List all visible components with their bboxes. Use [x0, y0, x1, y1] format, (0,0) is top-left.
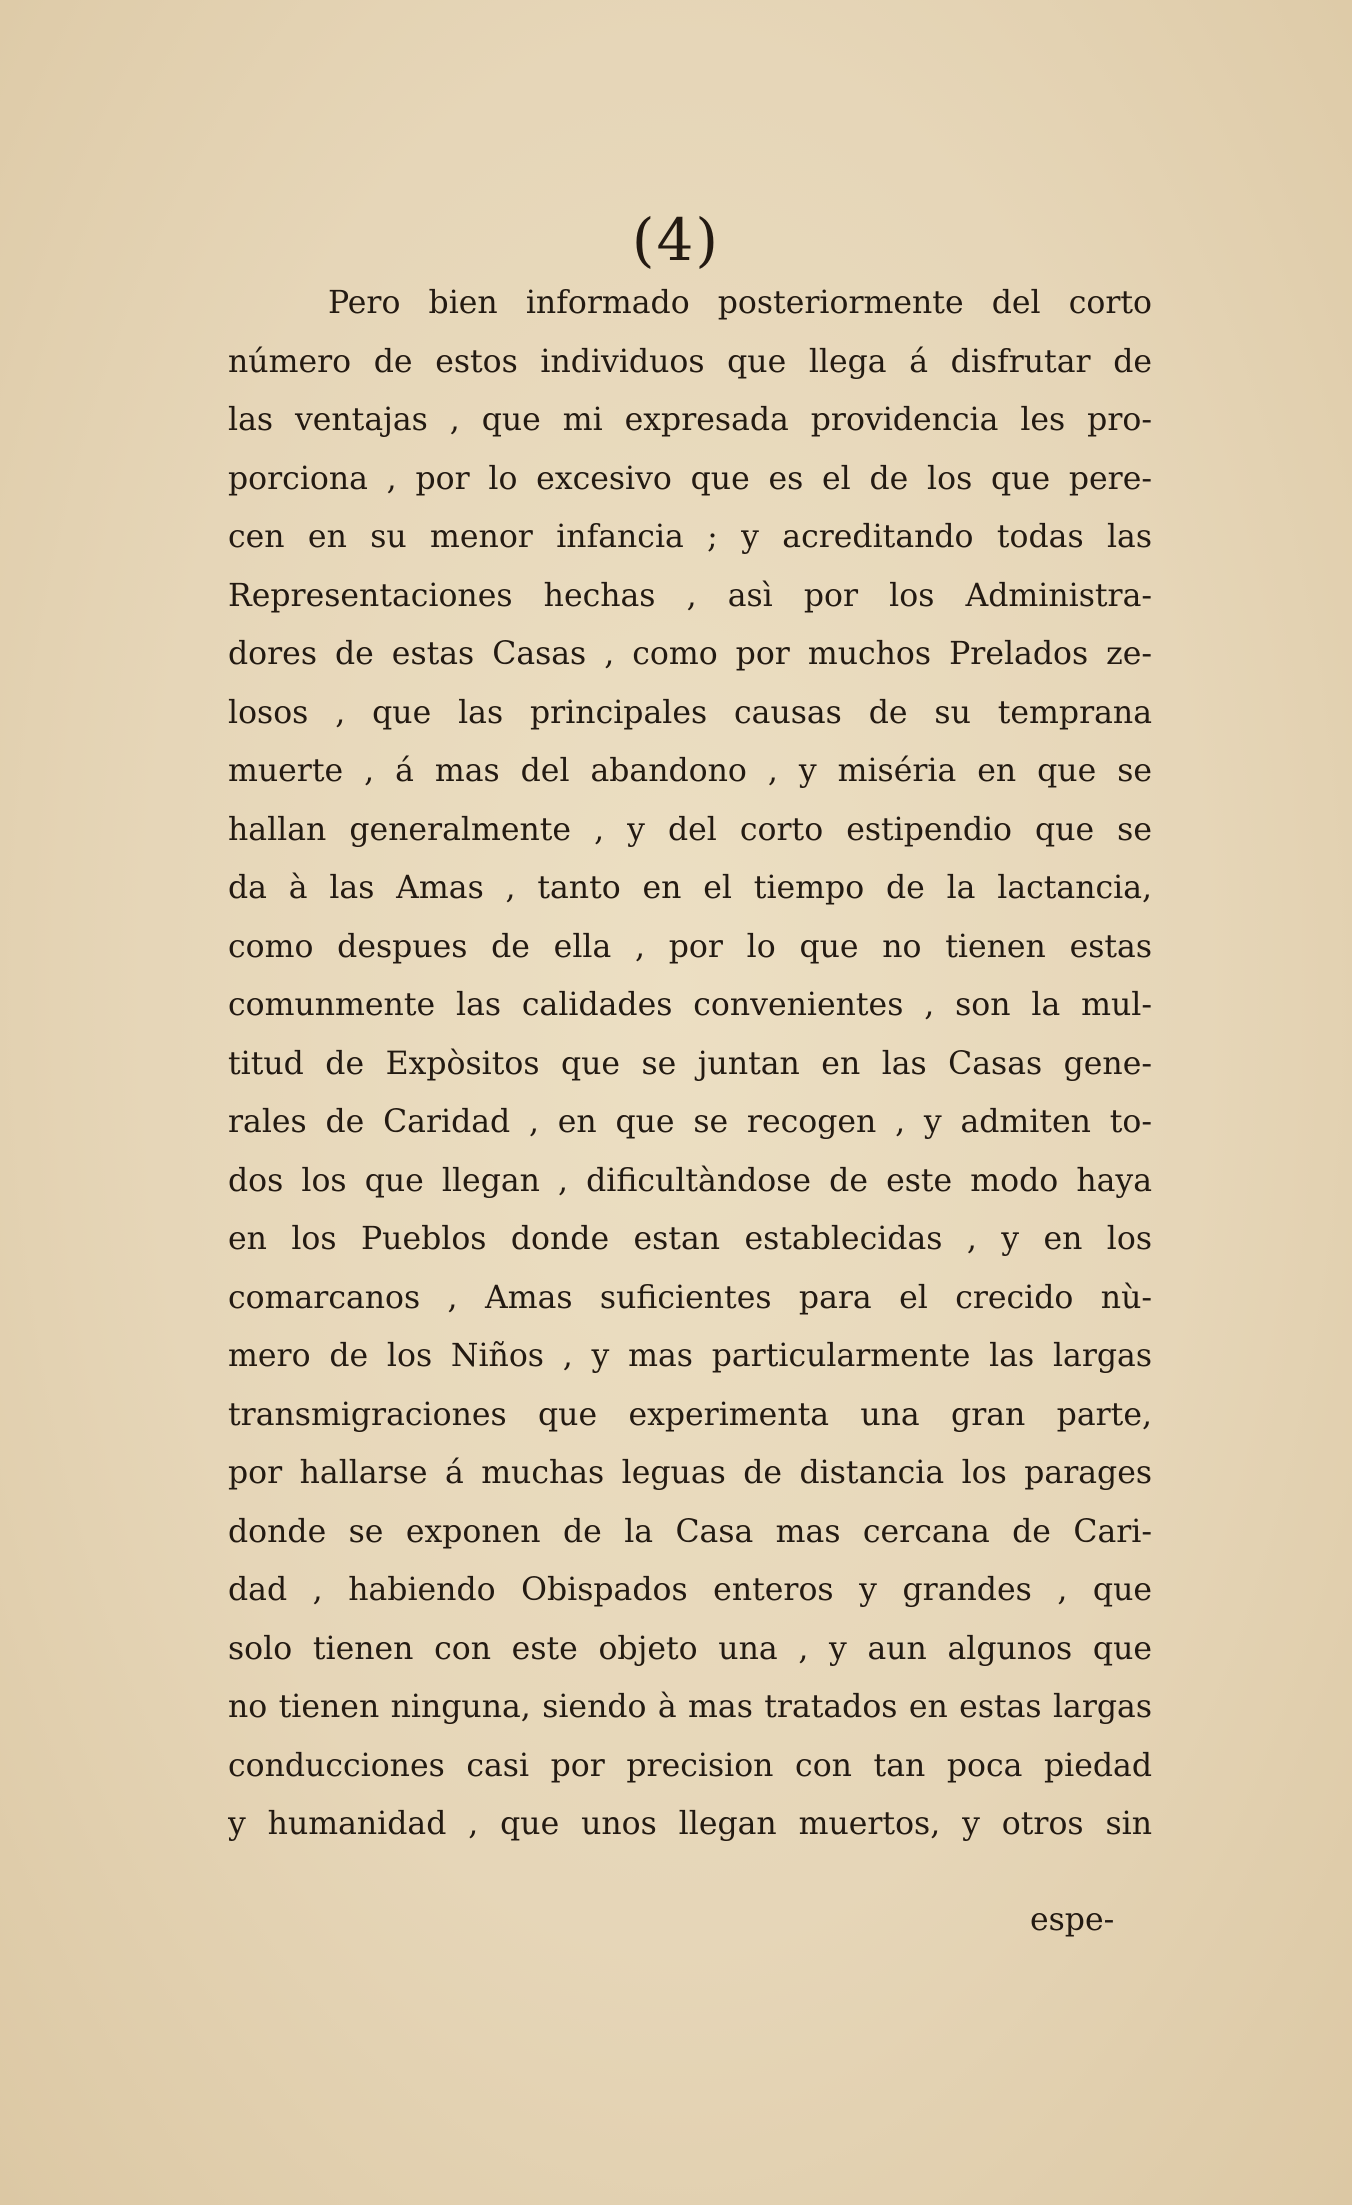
- text-line: por hallarse á muchas leguas de distancia los parages: [228, 1455, 1152, 1491]
- text-line: donde se exponen de la Casa mas cercana de Cari-: [228, 1513, 1152, 1550]
- text-line: muerte , á mas del abandono , y miséria en que se: [228, 753, 1152, 789]
- text-line: rales de Caridad , en que se recogen , y admiten to-: [228, 1104, 1152, 1140]
- text-line: cen en su menor infancia ; y acreditando todas las: [228, 519, 1152, 555]
- text-line: da à las Amas , tanto en el tiempo de la lactancia,: [228, 870, 1152, 906]
- text-line: dad , habiendo Obispados enteros y grandes , que: [228, 1572, 1152, 1608]
- text-line: Representaciones hechas , asì por los Administra-: [228, 577, 1152, 614]
- text-line: en los Pueblos donde estan establecidas , y en los: [228, 1221, 1152, 1257]
- text-line: mero de los Niños , y mas particularmente las largas: [228, 1338, 1152, 1374]
- text-line: solo tienen con este objeto una , y aun algunos que: [228, 1630, 1152, 1667]
- text-line: conducciones casi por precision con tan poca piedad: [228, 1747, 1152, 1784]
- text-line: titud de Expòsitos que se juntan en las Casas gene-: [228, 1045, 1152, 1082]
- text-line: losos , que las principales causas de su temprana: [228, 694, 1152, 731]
- text-line: Pero bien informado posteriormente del corto: [328, 285, 1152, 321]
- body-text: [228, 274, 1152, 1854]
- page-number: (4): [631, 206, 721, 274]
- text-line: número de estos individuos que llega á disfrutar de: [228, 343, 1152, 380]
- text-line: porciona , por lo excesivo que es el de los que pere-: [228, 460, 1152, 497]
- text-line: transmigraciones que experimenta una gran parte,: [228, 1396, 1152, 1433]
- text-line: dores de estas Casas , como por muchos Prelados ze-: [228, 636, 1152, 672]
- text-line: dos los que llegan , dificultàndose de este modo haya: [228, 1162, 1152, 1199]
- text-line: comarcanos , Amas suficientes para el crecido nù-: [228, 1279, 1152, 1316]
- text-line: y humanidad , que unos llegan muertos, y otros sin: [228, 1806, 1152, 1842]
- catchword: espe-: [1030, 1902, 1115, 1938]
- text-line: no tienen ninguna, siendo à mas tratados en estas largas: [228, 1689, 1152, 1725]
- text-line: como despues de ella , por lo que no tienen estas: [228, 928, 1152, 965]
- text-line: las ventajas , que mi expresada providencia les pro-: [228, 402, 1152, 438]
- text-line: comunmente las calidades convenientes , son la mul-: [228, 987, 1152, 1023]
- text-line: hallan generalmente , y del corto estipendio que se: [228, 811, 1152, 848]
